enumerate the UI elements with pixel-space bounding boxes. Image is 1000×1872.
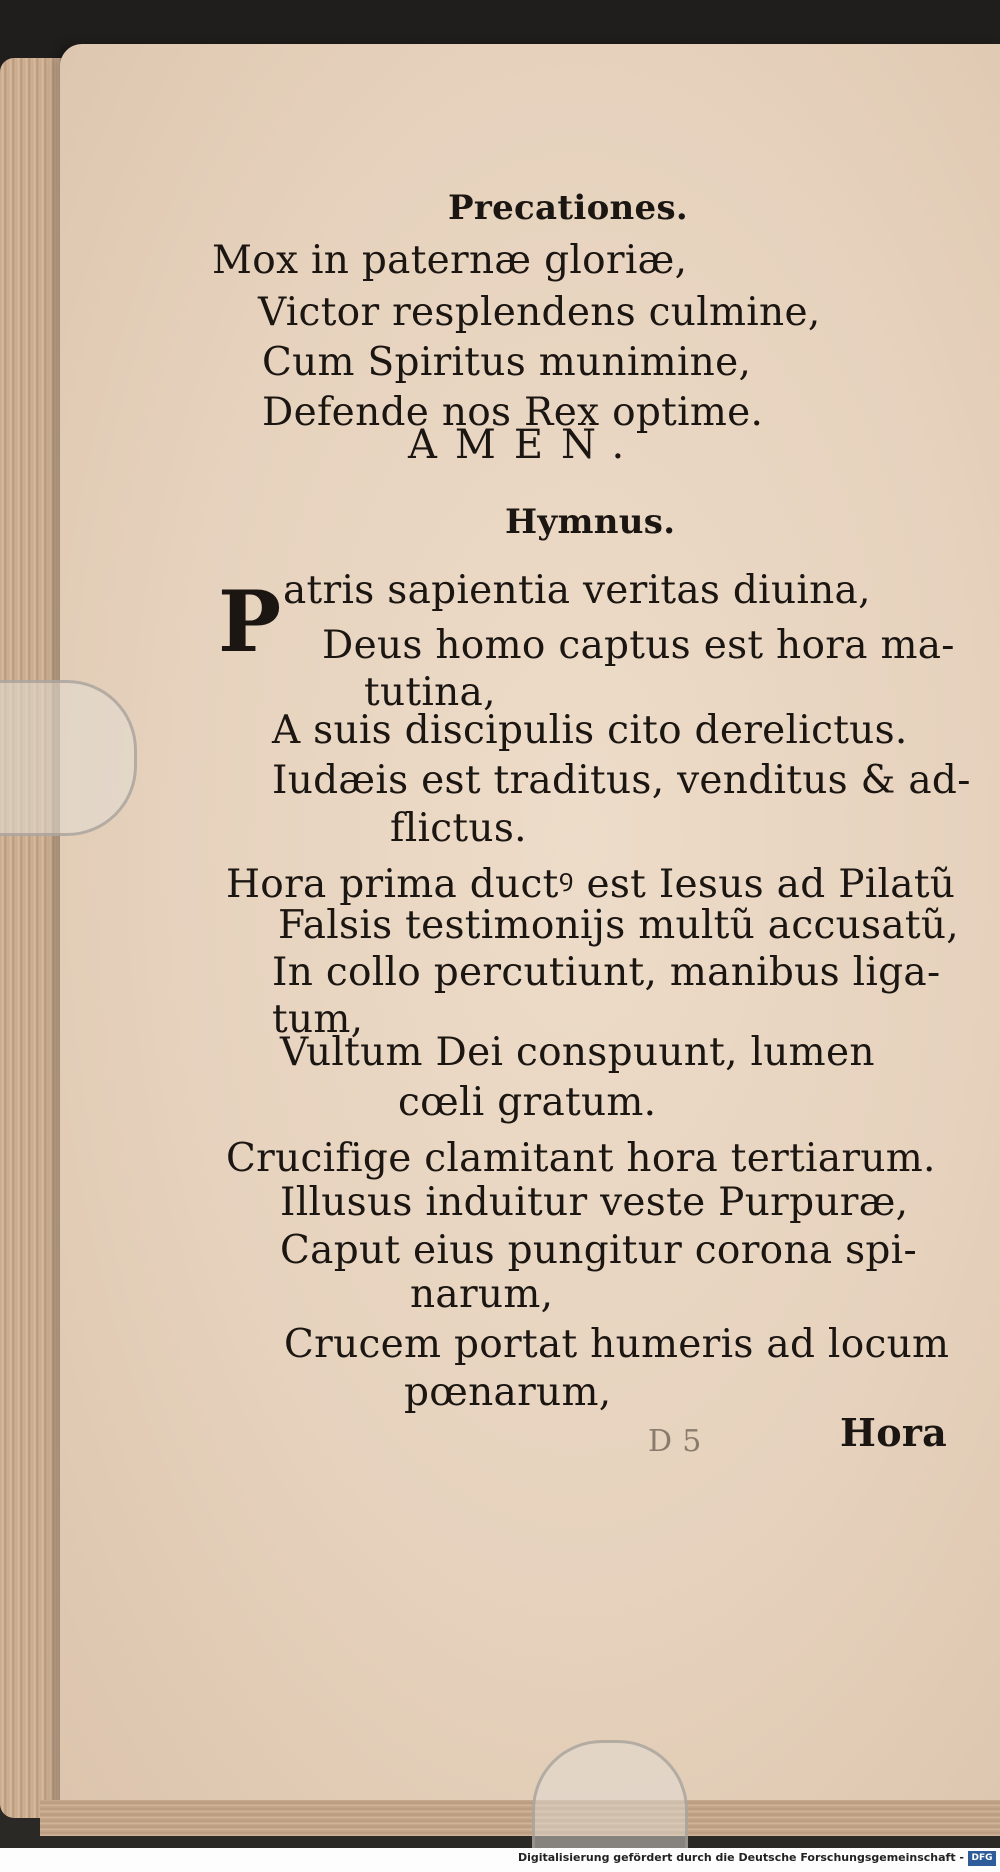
stanza-line: Victor resplendens culmine, — [258, 290, 821, 335]
text-line: cœli gratum. — [398, 1080, 657, 1125]
text-line: A suis discipulis cito derelictus. — [272, 708, 908, 753]
text-line: Crucifige clamitant hora tertiarum. — [226, 1136, 936, 1181]
catchword: Hora — [840, 1410, 948, 1455]
drop-cap: P — [218, 572, 282, 671]
stanza-line: Cum Spiritus munimine, — [262, 340, 752, 385]
page-clip-bottom — [532, 1740, 688, 1853]
text-line: pœnarum, — [404, 1370, 612, 1415]
text-line: In collo percutiunt, manibus liga- — [272, 950, 941, 995]
text-line: Caput eius pungitur corona spi- — [280, 1228, 917, 1273]
text-line: Iudæis est traditus, venditus & ad- — [272, 758, 971, 803]
text-line: Illusus induitur veste Purpuræ, — [280, 1180, 909, 1225]
text-line: narum, — [410, 1272, 554, 1317]
page-clip-left — [0, 680, 137, 836]
signature-mark: D 5 — [648, 1424, 702, 1459]
stanza-line: Mox in paternæ gloriæ, — [212, 238, 688, 283]
funding-credit: Digitalisierung gefördert durch die Deutsche Forschungsgemeinschaft - — [517, 1851, 964, 1864]
text-line: flictus. — [390, 806, 527, 851]
text-line: Falsis testimonijs multũ accusatũ, — [278, 903, 959, 948]
text-line: Deus homo captus est hora ma- — [322, 623, 955, 668]
text-line: Hora prima ductꝰ est Iesus ad Pilatũ — [226, 862, 956, 907]
stanza-line: Defende nos Rex optime. — [262, 390, 764, 435]
text-line: Crucem portat humeris ad locum — [284, 1322, 950, 1367]
running-head: Precationes. — [448, 188, 689, 228]
hymn-heading: Hymnus. — [505, 502, 676, 542]
text-line: tutina, — [364, 670, 496, 715]
dfg-logo: DFG — [968, 1851, 996, 1866]
text-line: atris sapientia veritas diuina, — [283, 568, 871, 613]
amen-line: AMEN. — [408, 422, 643, 468]
bottom-page-edges — [40, 1800, 1000, 1836]
text-line: tum, — [272, 997, 364, 1042]
text-line: Vultum Dei conspuunt, lumen — [280, 1030, 875, 1075]
